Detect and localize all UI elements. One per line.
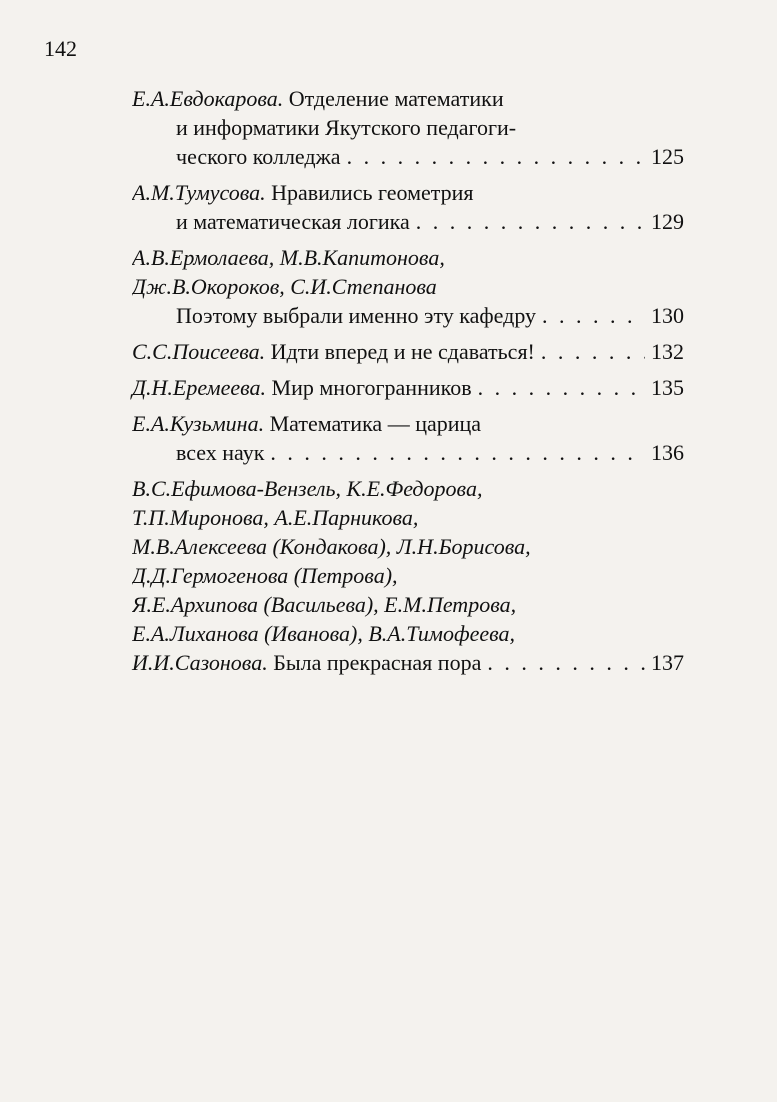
entry-author: Д.Д.Гермогенова (Петрова), bbox=[132, 563, 398, 588]
toc-entry-final-line bbox=[132, 337, 684, 366]
leader-dots bbox=[542, 301, 645, 330]
entry-title: Поэтому выбрали именно эту кафедру bbox=[176, 303, 537, 328]
toc-entry-line bbox=[132, 409, 684, 438]
entry-title: ческого колледжа bbox=[176, 144, 341, 169]
toc-entry-line bbox=[132, 532, 684, 561]
toc-entry-line bbox=[132, 178, 684, 207]
toc-entry-line bbox=[132, 272, 684, 301]
entry-author: В.С.Ефимова-Вензель, К.Е.Федорова, bbox=[132, 476, 483, 501]
entry-page-number: 130 bbox=[651, 303, 684, 328]
toc-entry-line bbox=[132, 590, 684, 619]
entry-final-text bbox=[176, 207, 410, 236]
entry-final-text bbox=[132, 648, 481, 677]
toc-entry bbox=[132, 337, 684, 366]
toc-entry bbox=[132, 474, 684, 677]
leader-dots bbox=[347, 142, 645, 171]
entry-title: и информатики Якутского педагоги- bbox=[176, 115, 517, 140]
leader-dots bbox=[416, 207, 645, 236]
entry-page-number: 136 bbox=[651, 440, 684, 465]
toc-entry-line bbox=[132, 619, 684, 648]
entry-title: Была прекрасная пора bbox=[267, 650, 482, 675]
entry-title: всех наук bbox=[176, 440, 265, 465]
page-number: 142 bbox=[44, 36, 77, 61]
toc-entry bbox=[132, 84, 684, 171]
leader-dots bbox=[478, 373, 645, 402]
entry-author: С.С.Поисеева. bbox=[132, 339, 266, 364]
entry-author: Я.Е.Архипова (Васильева), Е.М.Петрова, bbox=[132, 592, 517, 617]
entry-final-text bbox=[176, 142, 341, 171]
entry-page-number: 125 bbox=[651, 144, 684, 169]
entry-author: А.В.Ермолаева, М.В.Капитонова, bbox=[132, 245, 445, 270]
toc-entry-final-line bbox=[132, 373, 684, 402]
entry-page-number: 132 bbox=[651, 339, 684, 364]
entry-final-text bbox=[176, 301, 536, 330]
toc-entry bbox=[132, 243, 684, 330]
entry-author: Е.А.Кузьмина. bbox=[132, 411, 265, 436]
leader-dots bbox=[541, 337, 645, 366]
toc-entry-final-line bbox=[132, 438, 684, 467]
toc-entry bbox=[132, 409, 684, 467]
entry-final-text bbox=[176, 438, 264, 467]
entry-page-number: 137 bbox=[651, 650, 684, 675]
entry-final-text bbox=[132, 337, 535, 366]
toc-entry-final-line bbox=[132, 207, 684, 236]
toc-entry-line bbox=[132, 474, 684, 503]
entry-final-text bbox=[132, 373, 472, 402]
entry-page-number: 129 bbox=[651, 209, 684, 234]
toc-entry-final-line bbox=[132, 301, 684, 330]
toc-entry-final-line bbox=[132, 142, 684, 171]
toc-entry-final-line bbox=[132, 648, 684, 677]
entry-author: Дж.В.Окороков, С.И.Степанова bbox=[132, 274, 437, 299]
entry-author: Д.Н.Еремеева. bbox=[132, 375, 267, 400]
entry-title: Математика — царица bbox=[264, 411, 482, 436]
entry-author: М.В.Алексеева (Кондакова), Л.Н.Борисова, bbox=[132, 534, 531, 559]
toc-entry-line bbox=[132, 113, 684, 142]
entry-title: Нравились геометрия bbox=[265, 180, 474, 205]
entry-title: Мир многогранников bbox=[266, 375, 472, 400]
entry-title: Идти вперед и не сдаваться! bbox=[265, 339, 535, 364]
entry-author: Т.П.Миронова, А.Е.Парникова, bbox=[132, 505, 419, 530]
table-of-contents bbox=[132, 84, 684, 684]
entry-author: Е.А.Лиханова (Иванова), В.А.Тимофеева, bbox=[132, 621, 515, 646]
toc-entry-line bbox=[132, 243, 684, 272]
entry-author: Е.А.Евдокарова. bbox=[132, 86, 284, 111]
toc-entry bbox=[132, 373, 684, 402]
leader-dots bbox=[270, 438, 645, 467]
toc-entry bbox=[132, 178, 684, 236]
entry-author: И.И.Сазонова. bbox=[132, 650, 268, 675]
entry-author: А.М.Тумусова. bbox=[132, 180, 266, 205]
toc-entry-line bbox=[132, 503, 684, 532]
leader-dots bbox=[487, 648, 645, 677]
toc-entry-line bbox=[132, 561, 684, 590]
entry-page-number: 135 bbox=[651, 375, 684, 400]
entry-title: и математическая логика bbox=[176, 209, 410, 234]
entry-title: Отделение математики bbox=[283, 86, 504, 111]
toc-entry-line bbox=[132, 84, 684, 113]
